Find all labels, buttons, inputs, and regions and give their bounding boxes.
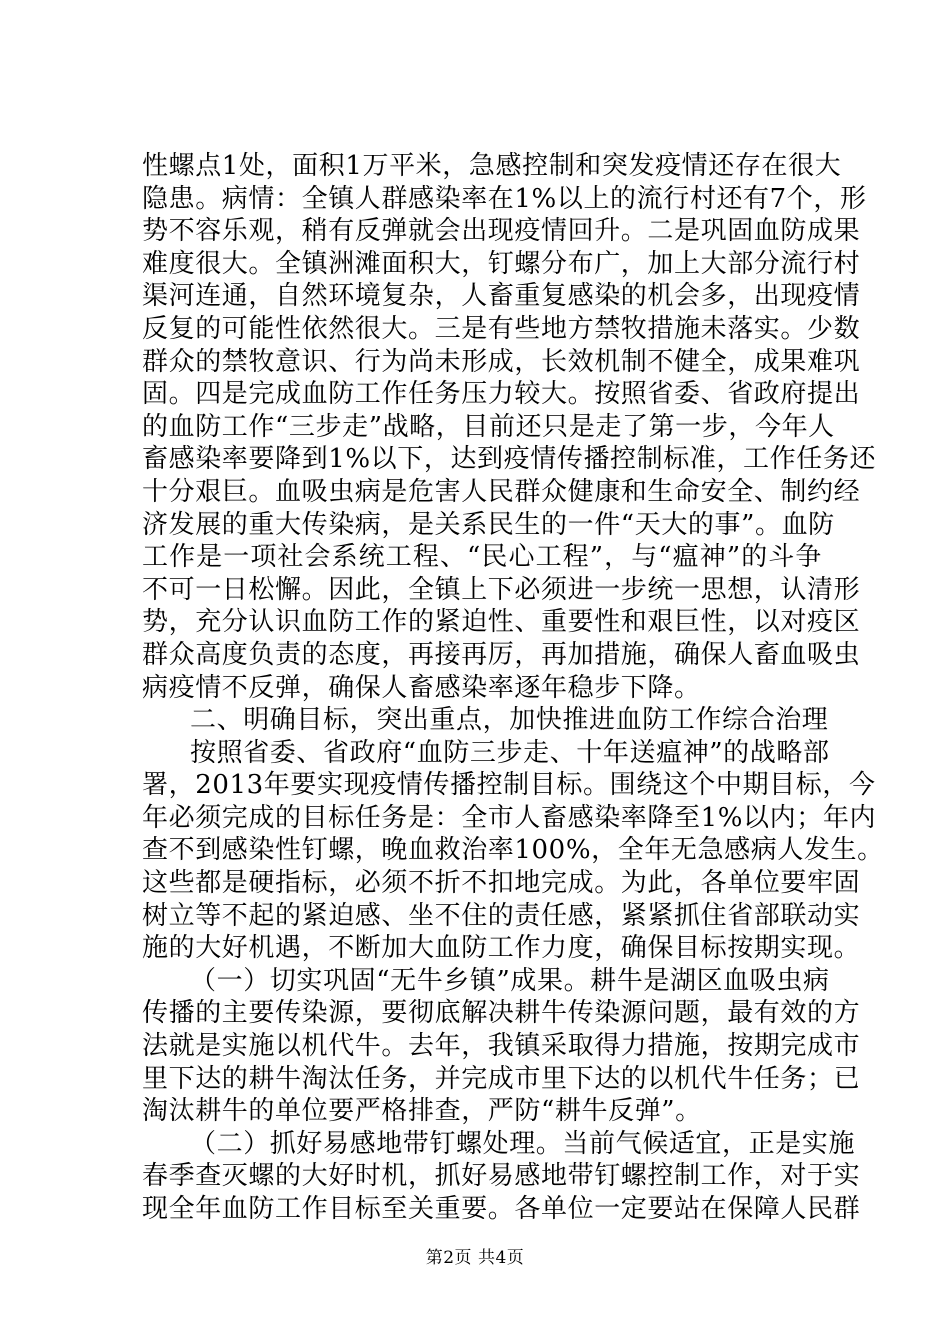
text-line: 群众的禁牧意识、行为尚未形成，长效机制不健全，成果难巩 xyxy=(142,346,861,377)
document-body xyxy=(142,150,884,1226)
text-line: 反复的可能性依然很大。三是有些地方禁牧措施未落实。少数 xyxy=(142,313,861,344)
text-line: 里下达的耕牛淘汰任务，并完成市里下达的以机代牛任务；已 xyxy=(142,1063,861,1094)
page-number-footer: 第2页 共4页 xyxy=(425,1248,525,1268)
text-line: 工作是一项社会系统工程、“民心工程”，与“瘟神”的斗争 xyxy=(142,542,822,573)
text-line: 不可一日松懈。因此，全镇上下必须进一步统一思想，认清形 xyxy=(142,574,861,605)
text-line: 渠河连通，自然环境复杂，人畜重复感染的机会多，出现疫情 xyxy=(142,281,861,312)
text-line: 现全年血防工作目标至关重要。各单位一定要站在保障人民群 xyxy=(142,1194,861,1224)
text-line: 势不容乐观，稍有反弹就会出现疫情回升。二是巩固血防成果 xyxy=(142,216,861,247)
text-line: 难度很大。全镇洲滩面积大，钉螺分布广，加上大部分流行村 xyxy=(142,248,861,279)
text-line: 淘汰耕牛的单位要严格排查，严防“耕牛反弹”。 xyxy=(142,1096,702,1127)
text-line: 十分艰巨。血吸虫病是危害人民群众健康和生命安全、制约经 xyxy=(142,476,861,507)
text-line: 病疫情不反弹，确保人畜感染率逐年稳步下降。 xyxy=(142,672,701,703)
text-line: 按照省委、省政府“血防三步走、十年送瘟神”的战略部 xyxy=(190,737,830,768)
text-line: 这些都是硬指标，必须不折不扣地完成。为此，各单位要牢固 xyxy=(142,868,861,899)
text-line: 春季查灭螺的大好时机，抓好易感地带钉螺控制工作，对于实 xyxy=(142,1161,861,1192)
text-line: 济发展的重大传染病，是关系民生的一件“天大的事”。血防 xyxy=(142,509,835,540)
text-line: 畜感染率要降到1%以下，达到疫情传播控制标准，工作任务还 xyxy=(142,444,877,475)
text-line: 性螺点1处，面积1万平米，急感控制和突发疫情还存在很大 xyxy=(142,151,842,181)
text-line: 隐患。病情：全镇人群感染率在1%以上的流行村还有7个，形 xyxy=(142,183,867,214)
text-line: 的血防工作“三步走”战略，目前还只是走了第一步，今年人 xyxy=(142,411,835,442)
text-line: 法就是实施以机代牛。去年，我镇采取得力措施，按期完成市 xyxy=(142,1031,861,1062)
text-line: 固。四是完成血防工作任务压力较大。按照省委、省政府提出 xyxy=(142,379,861,410)
subsection-heading: （一）切实巩固“无牛乡镇”成果。耕牛是湖区血吸虫病 xyxy=(190,965,830,996)
text-line: 施的大好机遇，不断加大血防工作力度，确保目标按期实现。 xyxy=(142,933,861,964)
text-line: 势，充分认识血防工作的紧迫性、重要性和艰巨性，以对疫区 xyxy=(142,607,861,638)
text-line: 署，2013年要实现疫情传播控制目标。围绕这个中期目标，今 xyxy=(142,770,876,801)
text-line: 查不到感染性钉螺，晚血救治率100%，全年无急感病人发生。 xyxy=(142,835,884,866)
text-line: 树立等不起的紧迫感、坐不住的责任感，紧紧抓住省部联动实 xyxy=(142,900,861,931)
text-line: 年必须完成的目标任务是：全市人畜感染率降至1%以内；年内 xyxy=(142,802,877,833)
section-heading: 二、明确目标，突出重点，加快推进血防工作综合治理 xyxy=(190,705,829,736)
subsection-heading: （二）抓好易感地带钉螺处理。当前气候适宜，正是实施 xyxy=(190,1128,856,1159)
text-line: 传播的主要传染源，要彻底解决耕牛传染源问题，最有效的方 xyxy=(142,998,861,1029)
text-line: 群众高度负责的态度，再接再厉，再加措施，确保人畜血吸虫 xyxy=(142,639,861,670)
